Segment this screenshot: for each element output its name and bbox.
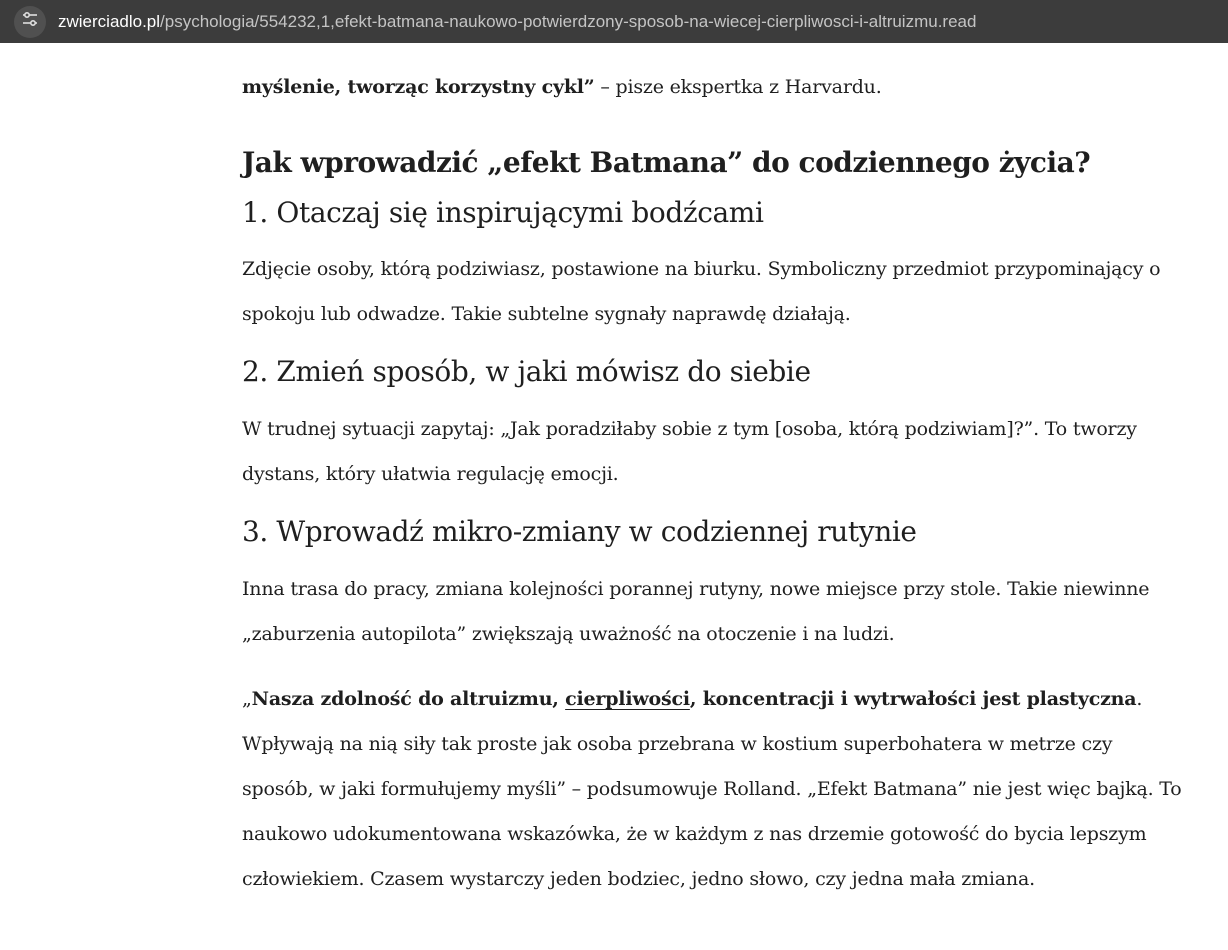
quote-bold-part-1: Nasza zdolność do altruizmu, <box>251 688 566 710</box>
address-bar[interactable] <box>0 0 1228 43</box>
site-info-button[interactable] <box>14 6 46 38</box>
lead-bold-text: myślenie, tworząc korzystny cykl” <box>242 76 595 98</box>
lead-text: – pisze ekspertka z Harvardu. <box>594 76 882 98</box>
section-heading: Jak wprowadzić „efekt Batmana” do codziennego życia? <box>242 146 1091 179</box>
quote-open-mark: „ <box>242 688 252 710</box>
quote-bold-part-2: , koncentracji i wytrwałości jest plastyczna <box>689 688 1137 710</box>
tip-3-title: 3. Wprowadź mikro-zmiany w codziennej rutynie <box>242 515 917 548</box>
lead-paragraph <box>242 65 1182 110</box>
tip-3-text: Inna trasa do pracy, zmiana kolejności porannej rutyny, nowe miejsce przy stole. Takie niewinne „zaburzenia autopilota” zwiększają uważność na otoczenie i na ludzi. <box>242 578 1150 645</box>
tune-icon <box>21 10 39 33</box>
quote-rest-text: . Wpływają na nią siły tak proste jak osoba przebrana w kostium superbohatera w metrze czy sposób, w jaki formułujemy myśli” – podsumowuje Rolland. „Efekt Batmana” nie jest więc bajką. To naukowo udokumentowana wskazówka, że w każdym z nas drzemie gotowość do bycia lepszym człowiekiem. Czasem wystarczy jeden bodziec, jedno słowo, czy jedna mała zmiana. <box>242 688 1182 890</box>
tip-2-title: 2. Zmień sposób, w jaki mówisz do siebie <box>242 355 811 388</box>
url-domain: zwierciadlo.pl <box>58 11 161 31</box>
tip-2-text: W trudnej sytuacji zapytaj: „Jak poradziłaby sobie z tym [osoba, którą podziwiam]?”. To tworzy dystans, który ułatwia regulację emocji. <box>242 418 1137 485</box>
tip-1-title: 1. Otaczaj się inspirującymi bodźcami <box>242 196 764 229</box>
url-path: /psychologia/554232,1,efekt-batmana-naukowo-potwierdzony-sposob-na-wiecej-cierpliwosci-i-altruizmu.read <box>160 11 977 31</box>
url-text[interactable] <box>58 12 976 32</box>
cierpliwosci-link[interactable]: cierpliwości <box>565 688 690 710</box>
closing-quote-paragraph <box>242 677 1182 902</box>
tip-1-text: Zdjęcie osoby, którą podziwiasz, postawione na biurku. Symboliczny przedmiot przypominający o spokoju lub odwadze. Takie subtelne sygnały naprawdę działają. <box>242 258 1161 325</box>
